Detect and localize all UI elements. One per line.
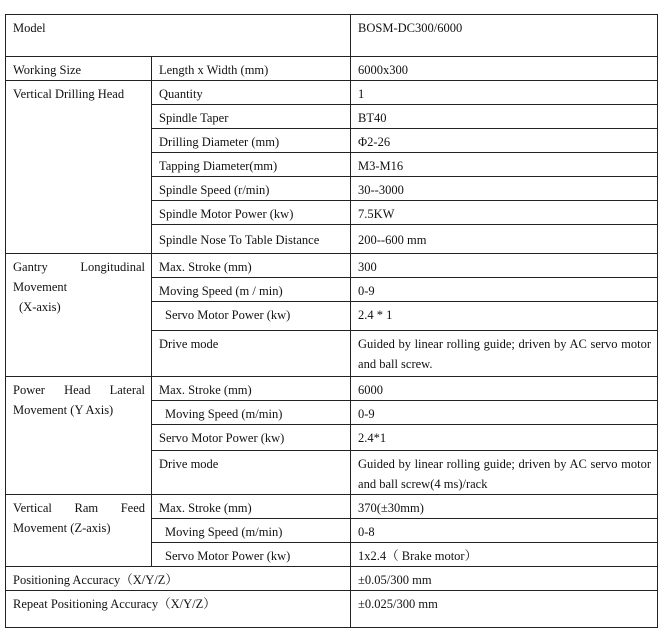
group-label-line: Power Head Lateral [13,383,145,397]
param-label: Quantity [152,81,351,105]
param-value: 0-9 [351,401,658,425]
model-value: BOSM-DC300/6000 [351,15,658,57]
param-label: Max. Stroke (mm) [152,254,351,278]
param-label: Spindle Nose To Table Distance [152,225,351,254]
repeat-positioning-accuracy-label: Repeat Positioning Accuracy（X/Y/Z） [6,591,351,628]
repeat-positioning-accuracy-value: ±0.025/300 mm [351,591,658,628]
param-label: Spindle Speed (r/min) [152,177,351,201]
param-value: 1x2.4（ Brake motor） [351,543,658,567]
param-label: Servo Motor Power (kw) [152,425,351,451]
param-label: Moving Speed (m / min) [152,278,351,302]
param-label: Drilling Diameter (mm) [152,129,351,153]
positioning-accuracy-label: Positioning Accuracy（X/Y/Z） [6,567,351,591]
group-label-line: (X-axis) [19,300,61,314]
group-label: Vertical Drilling Head [6,81,152,254]
group-label-gantry [6,254,152,377]
param-value: 7.5KW [351,201,658,225]
param-label: Max. Stroke (mm) [152,377,351,401]
group-label-power-head [6,377,152,495]
table-row [6,81,658,105]
spec-table [5,14,658,628]
group-label-line: Vertical Ram Feed [13,501,145,515]
table-row [6,57,658,81]
param-value: 200--600 mm [351,225,658,254]
param-value: 6000 [351,377,658,401]
param-value: Φ2-26 [351,129,658,153]
param-label: Drive mode [152,451,351,495]
table-row [6,377,658,401]
param-label: Drive mode [152,331,351,377]
param-label: Spindle Motor Power (kw) [152,201,351,225]
param-label: Max. Stroke (mm) [152,495,351,519]
param-value: 0-9 [351,278,658,302]
group-label-vertical-ram [6,495,152,567]
param-label: Spindle Taper [152,105,351,129]
table-row [6,15,658,57]
param-label: Moving Speed (m/min) [152,401,351,425]
table-row [6,254,658,278]
table-row [6,591,658,628]
param-value: 1 [351,81,658,105]
param-label: Servo Motor Power (kw) [152,302,351,331]
param-value: 2.4*1 [351,425,658,451]
param-label: Length x Width (mm) [152,57,351,81]
param-label: Moving Speed (m/min) [152,519,351,543]
param-value: 0-8 [351,519,658,543]
param-value: M3-M16 [351,153,658,177]
param-value: 30--3000 [351,177,658,201]
param-value: Guided by linear rolling guide; driven by AC servo motor and ball screw. [351,331,658,377]
group-label-line: Movement (Y Axis) [13,403,114,417]
group-label-line: Movement (Z-axis) [13,521,111,535]
param-label: Tapping Diameter(mm) [152,153,351,177]
param-value: 370(±30mm) [351,495,658,519]
param-label: Servo Motor Power (kw) [152,543,351,567]
group-label-line: Movement [13,280,68,294]
group-label-line: Gantry Longitudinal [13,260,145,274]
table-row [6,495,658,519]
param-value: BT40 [351,105,658,129]
table-row [6,567,658,591]
param-value: 2.4 * 1 [351,302,658,331]
positioning-accuracy-value: ±0.05/300 mm [351,567,658,591]
model-label: Model [6,15,351,57]
param-value: Guided by linear rolling guide; driven by AC servo motor and ball screw(4 ms)/rack [351,451,658,495]
param-value: 6000x300 [351,57,658,81]
param-value: 300 [351,254,658,278]
group-label: Working Size [6,57,152,81]
